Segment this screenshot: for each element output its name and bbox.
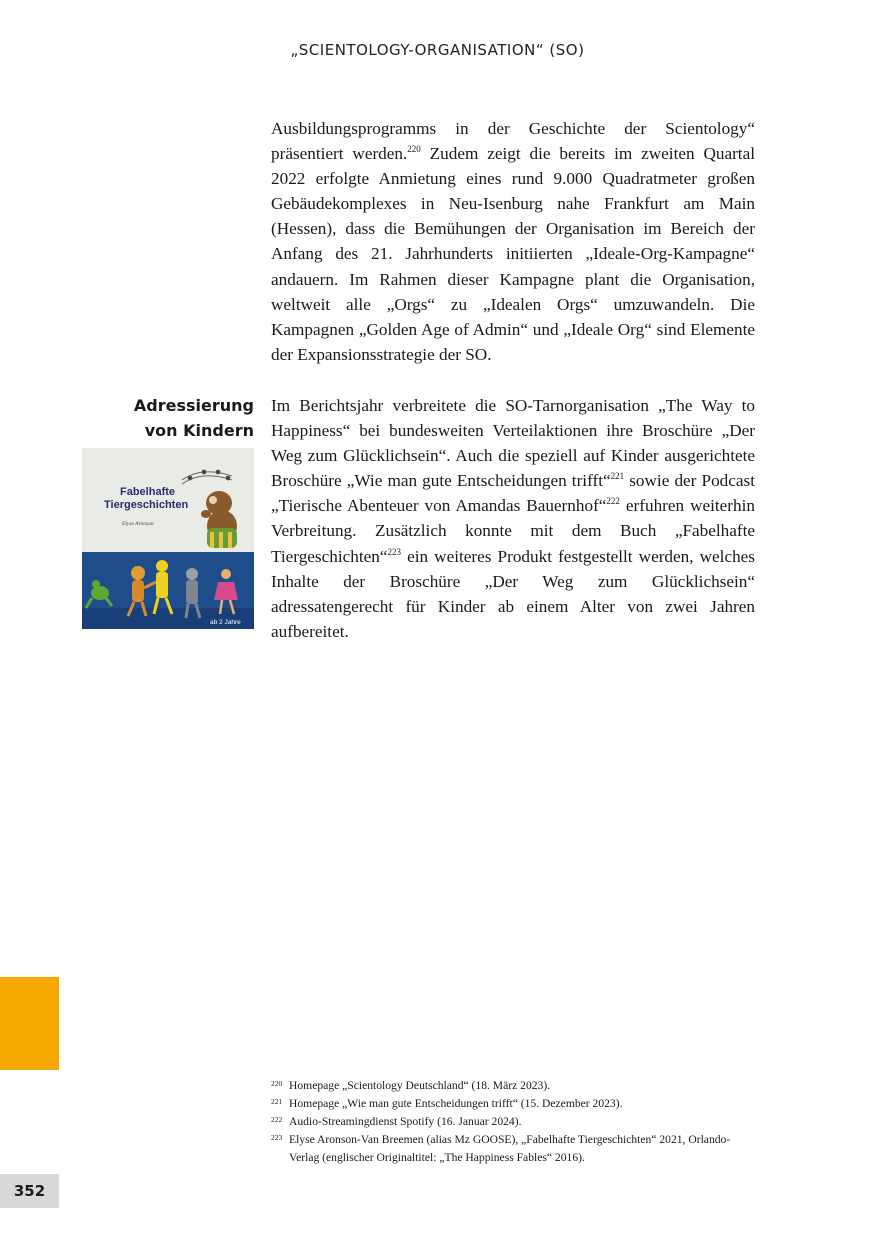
paragraph-text: erfuhren weiterhin Verbreitung. Zusätzlich konnte mit dem Buch „Fabelhafte Tiergeschichten“ (271, 496, 755, 566)
body-paragraph-1 (271, 116, 755, 367)
footnote-ref-222[interactable]: 222 (606, 496, 620, 507)
footnote-ref-221[interactable]: 221 (610, 471, 625, 482)
cover-age-label: ab 2 Jahre (210, 619, 241, 626)
paragraph-text: Ausbildungsprogramms in der Geschichte der Scientology“ präsentiert werden. (271, 119, 755, 164)
paragraph-text: ein weiteres Produkt festgestellt werden, welches Inhalte der Broschüre „Der Weg zum Glücklichsein“ adressatengerecht für Kinder ab einem Alter von zwei Jahren aufbereitet. (271, 546, 755, 641)
cover-title-line-1: Fabelhafte (120, 486, 176, 498)
footnote-223 (271, 1131, 755, 1167)
cover-title-line-2: Tiergeschichten (104, 499, 189, 511)
footnote-220 (271, 1077, 755, 1095)
footnote-221 (271, 1095, 755, 1113)
paragraph-text: Im Berichtsjahr verbreitete die SO-Tarnorganisation „The Way to Happiness“ bei bundesweiten Verteilaktionen ihre Broschüre „Der Weg zum Glücklichsein“. Auch die speziell auf Kinder ausgerichtete Broschüre „Wie man gute Entscheidungen trifft“ (271, 396, 755, 491)
paragraph-text: Zudem zeigt die bereits im zweiten Quartal 2022 erfolgte Anmietung eines rund 9.000 Quadratmeter großen Gebäudekomplexes in Neu-Isenburg nahe Frankfurt am Main (Hessen), dass die Bemühungen der Organisation im Bereich der Anfang des 21. Jahrhunderts initiierten „Ideale-Org-Kampagne“ andauern. Im Rahmen dieser Kampagne plant die Organisation, weltweit alle „Orgs“ zu „Idealen Orgs“ umzuwandeln. Die Kampagnen „Golden Age of Admin“ und „Ideale Org“ sind Elemente der Expansionsstrategie der SO. (271, 144, 755, 364)
footnote-text: Homepage „Scientology Deutschland“ (18. März 2023). (289, 1079, 551, 1092)
footnote-number: 222 (271, 1115, 283, 1124)
paragraph-text: sowie der Podcast „Tierische Abenteuer von Amandas Bauernhof“ (271, 471, 755, 516)
accent-bar (0, 977, 59, 1070)
footnote-ref-220[interactable]: 220 (407, 144, 421, 155)
section-heading (82, 393, 254, 443)
footnote-ref-223[interactable]: 223 (387, 546, 401, 557)
section-heading-line-1: Adressierung (133, 396, 254, 415)
footnote-text: Elyse Aronson-Van Breemen (alias Mz GOOSE), „Fabelhafte Tiergeschichten“ 2021, Orlando-Verlag (englischer Originaltitel: „The Happiness Fables“ 2016). (289, 1133, 731, 1164)
body-paragraph-2 (271, 393, 755, 644)
footnote-number: 220 (271, 1079, 283, 1088)
page-number: 352 (0, 1174, 59, 1208)
footnotes (271, 1077, 755, 1167)
footnote-222 (271, 1113, 755, 1131)
footnote-number: 223 (271, 1133, 283, 1142)
cover-author: Elyse Aronson (122, 521, 154, 527)
footnote-text: Homepage „Wie man gute Entscheidungen trifft“ (15. Dezember 2023). (289, 1097, 623, 1110)
running-header: „SCIENTOLOGY-ORGANISATION“ (SO) (290, 41, 585, 59)
section-heading-line-2: von Kindern (144, 421, 254, 440)
footnote-number: 221 (271, 1097, 283, 1106)
footnote-text: Audio-Streamingdienst Spotify (16. Januar 2024). (289, 1115, 522, 1128)
book-cover-image (82, 448, 254, 629)
